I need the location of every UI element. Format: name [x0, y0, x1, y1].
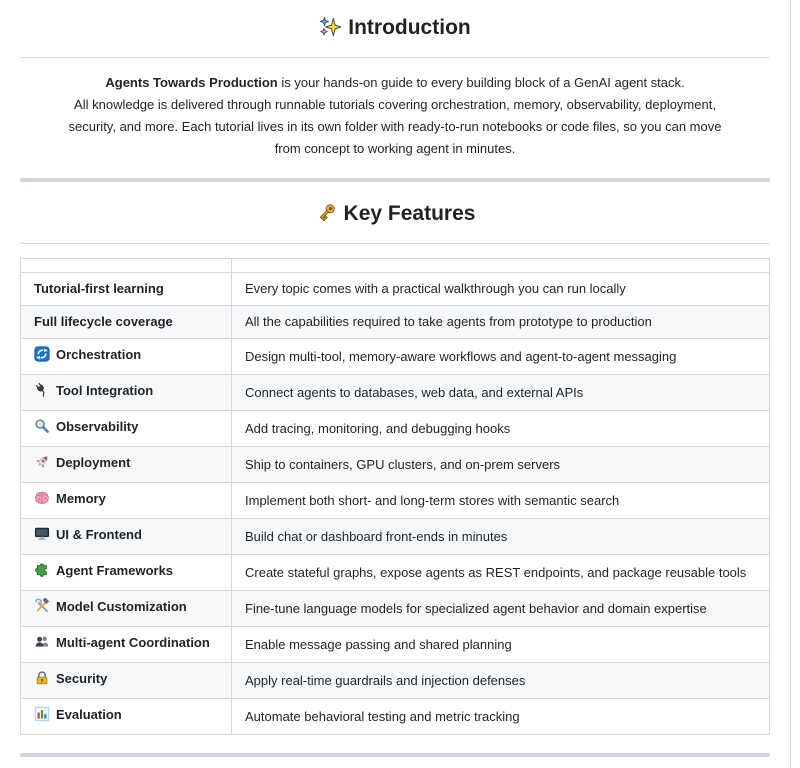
feature-description-cell: Fine-tune language models for specialized agent behavior and domain expertise	[232, 591, 770, 627]
feature-name-label: Tool Integration	[56, 383, 154, 398]
arrows-cycle-icon	[34, 346, 50, 368]
feature-description-cell: Create stateful graphs, expose agents as REST endpoints, and package reusable tools	[232, 555, 770, 591]
page-edge-line	[790, 0, 791, 768]
intro-line: from concept to working agent in minutes.	[274, 141, 516, 156]
magnifier-icon	[34, 418, 50, 440]
feature-name-label: Multi-agent Coordination	[56, 635, 210, 650]
feature-name-cell	[21, 306, 232, 339]
feature-name-cell	[21, 519, 232, 555]
feature-name-cell	[21, 627, 232, 663]
sparkles-icon	[319, 16, 341, 46]
introduction-heading-text: Introduction	[348, 16, 471, 39]
feature-name-cell	[21, 555, 232, 591]
section-divider	[20, 178, 770, 182]
feature-name-label: Model Customization	[56, 599, 187, 614]
feature-description-cell: Implement both short- and long-term stores with semantic search	[232, 483, 770, 519]
feature-description-cell: All the capabilities required to take agents from prototype to production	[232, 306, 770, 339]
feature-description-cell: Automate behavioral testing and metric tracking	[232, 699, 770, 735]
monitor-icon	[34, 526, 50, 548]
feature-name-cell	[21, 273, 232, 306]
intro-line: security, and more. Each tutorial lives in its own folder with ready-to-run notebooks or code files, so you can move	[68, 119, 722, 134]
feature-name-cell	[21, 663, 232, 699]
feature-description-cell: Build chat or dashboard front-ends in minutes	[232, 519, 770, 555]
table-row	[21, 591, 770, 627]
feature-name-label: Observability	[56, 419, 139, 434]
feature-name-label: Agent Frameworks	[56, 563, 174, 578]
table-row	[21, 447, 770, 483]
features-table-body	[21, 273, 770, 735]
table-row	[21, 273, 770, 306]
feature-description-cell: Design multi-tool, memory-aware workflows and agent-to-agent messaging	[232, 339, 770, 375]
introduction-paragraph	[20, 72, 770, 160]
table-header-row	[21, 259, 770, 273]
feature-description-cell: Enable message passing and shared planning	[232, 627, 770, 663]
feature-name-label: Security	[56, 671, 108, 686]
introduction-heading	[20, 14, 770, 58]
feature-name-label: UI & Frontend	[56, 527, 142, 542]
feature-name-label: Tutorial-first learning	[34, 281, 164, 296]
feature-name-label: Memory	[56, 491, 106, 506]
feature-name-cell	[21, 375, 232, 411]
busts-icon	[34, 634, 50, 656]
puzzle-icon	[34, 562, 50, 584]
plug-icon	[34, 382, 50, 404]
rocket-icon	[34, 454, 50, 476]
feature-name-label: Orchestration	[56, 347, 142, 362]
feature-name-cell	[21, 483, 232, 519]
table-row	[21, 483, 770, 519]
readme-content	[20, 0, 770, 757]
feature-description-cell: Ship to containers, GPU clusters, and on-prem servers	[232, 447, 770, 483]
bottom-divider	[20, 753, 770, 757]
key-features-heading	[20, 200, 770, 244]
intro-lead-rest: is your hands-on guide to every building block of a GenAI agent stack.	[277, 75, 685, 90]
feature-description-cell: Connect agents to databases, web data, and external APIs	[232, 375, 770, 411]
intro-line: All knowledge is delivered through runnable tutorials covering orchestration, memory, observability, deployment,	[74, 97, 716, 112]
table-row	[21, 339, 770, 375]
table-row	[21, 663, 770, 699]
table-row	[21, 555, 770, 591]
feature-name-label: Full lifecycle coverage	[34, 314, 173, 329]
hammer-wrench-icon	[34, 598, 50, 620]
table-row	[21, 519, 770, 555]
bar-chart-icon	[34, 706, 50, 728]
feature-column-header	[21, 259, 232, 273]
feature-name-cell	[21, 699, 232, 735]
description-column-header	[232, 259, 770, 273]
feature-name-cell	[21, 339, 232, 375]
feature-description-cell: Add tracing, monitoring, and debugging hooks	[232, 411, 770, 447]
feature-name-cell	[21, 411, 232, 447]
table-row	[21, 375, 770, 411]
feature-description-cell: Every topic comes with a practical walkthrough you can run locally	[232, 273, 770, 306]
key-features-heading-text: Key Features	[343, 202, 476, 225]
table-row	[21, 306, 770, 339]
features-table	[20, 258, 770, 735]
feature-name-label: Deployment	[56, 455, 131, 470]
feature-description-cell: Apply real-time guardrails and injection defenses	[232, 663, 770, 699]
features-table-head	[21, 259, 770, 273]
feature-name-cell	[21, 591, 232, 627]
lock-icon	[34, 670, 50, 692]
feature-name-cell	[21, 447, 232, 483]
brain-icon	[34, 490, 50, 512]
intro-lead-bold: Agents Towards Production	[105, 75, 278, 90]
table-row	[21, 699, 770, 735]
feature-name-label: Evaluation	[56, 707, 122, 722]
table-row	[21, 411, 770, 447]
table-row	[21, 627, 770, 663]
key-icon	[315, 202, 337, 232]
